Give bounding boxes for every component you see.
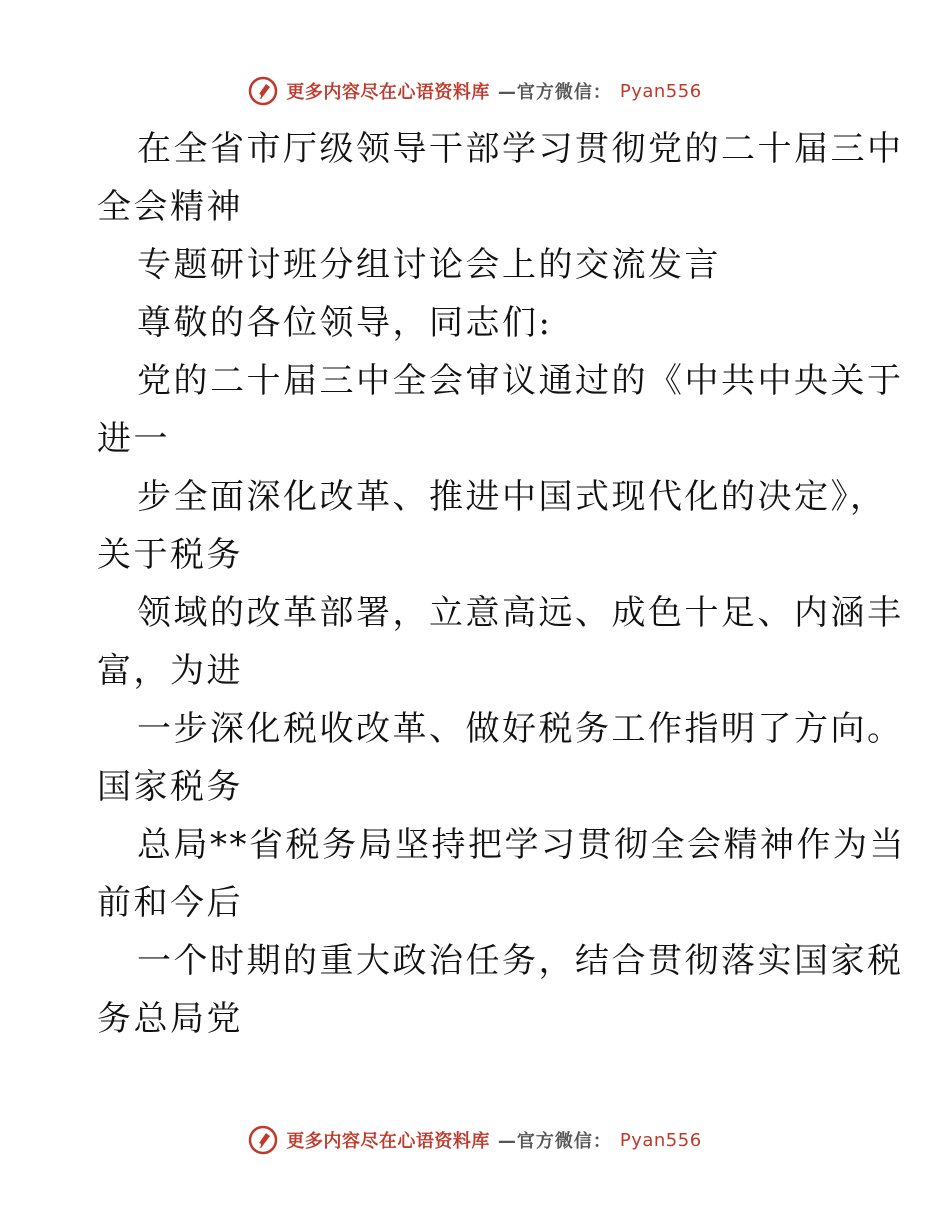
header-site-text: 更多内容尽在心语资料库 [286, 82, 490, 103]
pen-nib-logo-icon [248, 1125, 278, 1155]
text-line: 前和今后 [97, 883, 243, 923]
footer-watermark [0, 1120, 950, 1160]
text-line: 一步深化税收改革、做好税务工作指明了方向。 [137, 709, 904, 749]
document-body [97, 120, 906, 1048]
text-line: 党的二十届三中全会审议通过的《中共中央关于 [137, 361, 904, 401]
header-watermark [0, 71, 950, 111]
footer-wechat-label: —官方微信： [497, 1131, 612, 1152]
text-line: 务总局党 [97, 999, 243, 1039]
text-line: 国家税务 [97, 767, 243, 807]
text-line: 富，为进 [97, 651, 243, 691]
text-line: 领域的改革部署，立意高远、成色十足、内涵丰 [137, 593, 904, 633]
footer-wechat-id: Pyan556 [619, 1129, 702, 1151]
text-line: 进一 [97, 419, 170, 459]
text-line: 总局**省税务局坚持把学习贯彻全会精神作为当 [137, 825, 906, 865]
header-wechat-id: Pyan556 [619, 80, 702, 102]
text-line: 专题研讨班分组讨论会上的交流发言 [137, 245, 721, 285]
text-line: 步全面深化改革、推进中国式现代化的决定》， [137, 477, 887, 517]
text-line: 关于税务 [97, 535, 243, 575]
text-line: 一个时期的重大政治任务，结合贯彻落实国家税 [137, 941, 904, 981]
pen-nib-logo-icon [248, 76, 278, 106]
footer-site-text: 更多内容尽在心语资料库 [286, 1131, 490, 1152]
text-line: 在全省市厅级领导干部学习贯彻党的二十届三中 [137, 129, 904, 169]
text-line: 全会精神 [97, 187, 243, 227]
header-wechat-label: —官方微信： [497, 82, 612, 103]
text-line: 尊敬的各位领导，同志们: [137, 303, 553, 343]
